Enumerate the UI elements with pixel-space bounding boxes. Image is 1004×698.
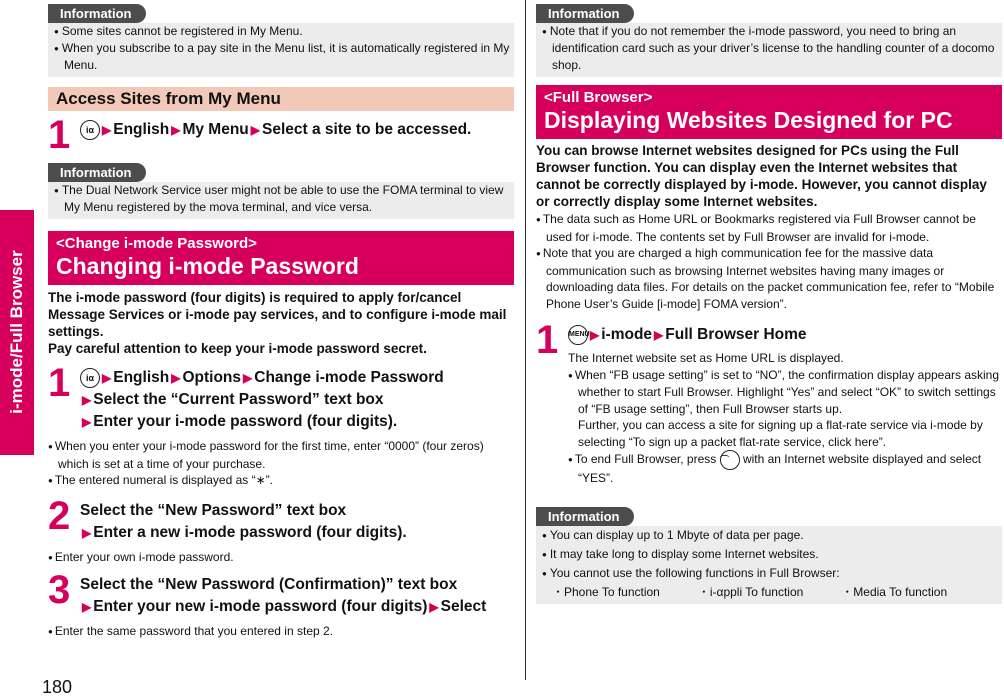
column-divider: [525, 0, 526, 680]
info-box: [536, 526, 1002, 604]
info-tag: Information: [536, 507, 634, 526]
info-block-1: [48, 4, 514, 77]
i-mode-key-icon: iα: [80, 120, 100, 140]
info-line: ● The Dual Network Service user might not be able to use the FOMA terminal to view My Menu registered by the mova terminal, and vice versa.: [52, 182, 510, 216]
info-tag: Information: [48, 4, 146, 23]
step-part: Enter a new i-mode password (four digits).: [93, 523, 407, 541]
step-text: [80, 367, 514, 433]
access-step: [48, 113, 514, 157]
section-notes: [536, 211, 1002, 312]
info-block-4: [536, 507, 1002, 604]
info-line: ● When you subscribe to a pay site in the Menu list, it is automatically registered in My Menu.: [52, 40, 510, 74]
step-text: [80, 574, 514, 618]
info-box: [536, 23, 1002, 77]
note: ● The entered numeral is displayed as “∗”.: [48, 472, 514, 490]
section-title: Changing i-mode Password: [56, 253, 359, 279]
arrow-icon: ▶: [654, 328, 664, 342]
step-2-notes: [48, 549, 514, 567]
info-line: ● You can display up to 1 Mbyte of data per page.: [540, 526, 998, 545]
step-number: 3: [48, 568, 71, 612]
step-part: Select a site to be accessed.: [262, 121, 472, 138]
function-item: ・Media To function: [841, 584, 948, 599]
step-number: 1: [48, 361, 71, 405]
section-subtitle: <Full Browser>: [544, 89, 653, 106]
step-1: [48, 361, 514, 433]
menu-key-icon: MENU: [568, 325, 588, 345]
intro-text: The i-mode password (four digits) is required to apply for/cancel Message Services or i-mode pay services, and to configure i-mode mail settings.: [48, 290, 507, 339]
end-key-icon: ⌒: [720, 450, 740, 470]
section-header: [536, 85, 1002, 139]
arrow-icon: ▶: [82, 415, 92, 429]
arrow-icon: ▶: [250, 123, 260, 137]
access-title: Access Sites from My Menu: [48, 87, 514, 111]
info-line: ● Note that if you do not remember the i-mode password, you need to bring an identification card such as your driver’s license to the handling counter of a docomo shop.: [540, 23, 998, 74]
arrow-icon: ▶: [82, 525, 92, 540]
step-part: Change i-mode Password: [254, 369, 444, 386]
info-box: [48, 182, 514, 219]
note-part: with an Internet website displayed and select “YES”.: [578, 452, 982, 485]
note: ● Enter the same password that you entered in step 2.: [48, 623, 514, 641]
intro-text-2: Pay careful attention to keep your i-mode password secret.: [48, 341, 427, 356]
arrow-icon: ▶: [102, 123, 112, 137]
note: ● Note that you are charged a high communication fee for the massive data communication such as browsing Internet websites having many images or downloading data files. For details on the packet communication fee, refer to “Mobile Phone User’s Guide [i-mode] FOMA version”.: [536, 245, 1002, 312]
section-header: [48, 231, 514, 285]
intro-text: You can browse Internet websites designed for PCs using the Full Browser function. You can display even the Internet websites that cannot be correctly displayed by i-mode. However, you cannot display or correctly display some Internet websites.: [536, 143, 987, 209]
arrow-icon: ▶: [171, 371, 181, 385]
step-text: [80, 119, 514, 141]
info-tag: Information: [48, 163, 146, 182]
info-box: [48, 23, 514, 77]
note: [568, 450, 1002, 487]
arrow-icon: ▶: [82, 600, 92, 614]
fb-step-1: [536, 318, 1002, 487]
info-line: ● You cannot use the following functions in Full Browser:: [540, 564, 998, 583]
info-block-2: [48, 163, 514, 219]
step-description: The Internet website set as Home URL is displayed.: [568, 351, 844, 365]
info-line: ● Some sites cannot be registered in My Menu.: [52, 23, 510, 40]
step-part: Enter your i-mode password (four digits).: [93, 413, 398, 430]
note: ● The data such as Home URL or Bookmarks registered via Full Browser cannot be used for i-mode. The contents set by Full Browser are invalid for i-mode.: [536, 211, 1002, 245]
step-text: [568, 324, 1002, 346]
note-continued: Further, you can access a site for signing up a flat-rate service via i-mode by selecting “To sign up a packet flat-rate service, click here”.: [578, 418, 983, 449]
info-tag: Information: [536, 4, 634, 23]
step-text: [80, 500, 514, 544]
note-part: To end Full Browser, press: [574, 452, 717, 467]
step-1-notes: [48, 438, 514, 490]
arrow-icon: ▶: [243, 371, 253, 385]
function-item: ・Phone To function: [552, 584, 660, 599]
section-title: Displaying Websites Designed for PC: [544, 107, 953, 133]
arrow-icon: ▶: [171, 123, 181, 137]
step-part: Enter your new i-mode password (four digits): [93, 598, 428, 615]
note: ● When “FB usage setting” is set to “NO”, the confirmation display appears asking whether to start Full Browser. Highlight “Yes” and select “OK” to switch settings of “FB usage setting”, then Full Browser starts up.: [568, 367, 1002, 418]
step-number: 1: [536, 318, 559, 362]
step-part: Select the “Current Password” text box: [93, 391, 384, 408]
step-2: [48, 493, 514, 544]
arrow-icon: ▶: [82, 393, 92, 407]
note: ● When you enter your i-mode password for the first time, enter “0000” (four zeros) which is set at a time of your purchase.: [48, 438, 514, 472]
arrow-icon: ▶: [102, 371, 112, 385]
step-part: Options: [182, 369, 242, 386]
step-part: Full Browser Home: [665, 326, 807, 343]
function-list: [540, 583, 998, 601]
i-mode-key-icon: iα: [80, 368, 100, 388]
step-part: My Menu: [182, 121, 249, 138]
step-part: English: [113, 121, 170, 138]
arrow-icon: ▶: [590, 328, 600, 342]
page-number: 180: [42, 677, 73, 697]
note: ● Enter your own i-mode password.: [48, 549, 514, 567]
section-subtitle: <Change i-mode Password>: [56, 235, 257, 252]
step-number: 2: [48, 493, 71, 538]
left-column: [48, 4, 514, 641]
step-part: English: [113, 369, 170, 386]
step-3: [48, 568, 514, 618]
step-number: 1: [48, 113, 71, 157]
right-column: [536, 4, 1002, 604]
step-part: Select the “New Password” text box: [80, 501, 347, 519]
side-chapter-tab: [0, 210, 34, 455]
info-block-3: [536, 4, 1002, 77]
step-part: Select the “New Password (Confirmation)” text box: [80, 576, 458, 593]
step-3-notes: [48, 623, 514, 641]
step-part: i-mode: [601, 326, 653, 343]
info-line: ● It may take long to display some Internet websites.: [540, 545, 998, 564]
side-chapter-label: i-mode/Full Browser: [7, 250, 26, 414]
function-item: ・i-αppli To function: [697, 584, 804, 599]
step-part: Select: [440, 598, 487, 615]
arrow-icon: ▶: [429, 600, 439, 614]
